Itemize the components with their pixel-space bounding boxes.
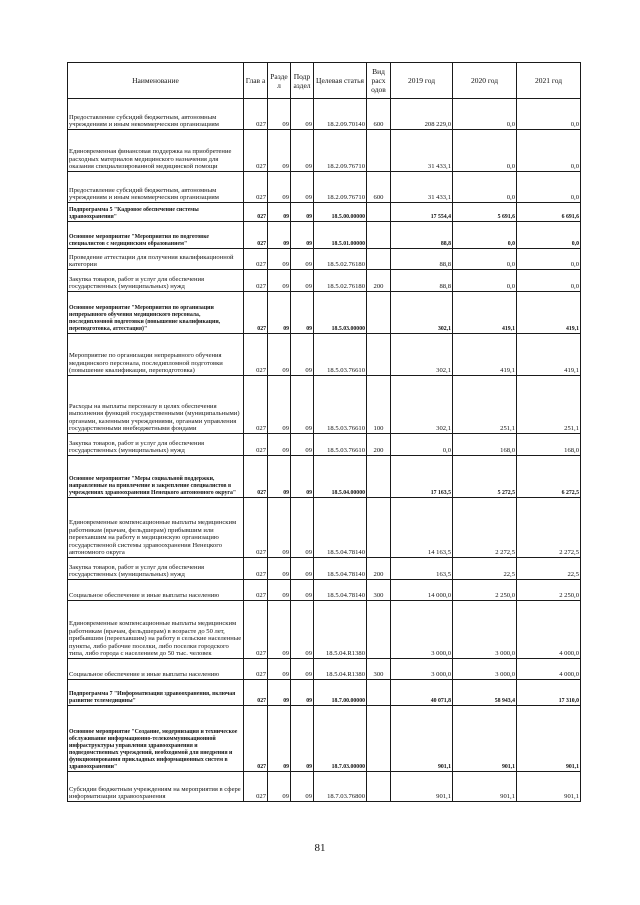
- cell-name: Закупка товаров, работ и услуг для обеспечения государственных (муниципальных) нужд: [68, 558, 244, 580]
- cell-vid: [367, 249, 391, 270]
- cell-podrazdel: 09: [291, 706, 314, 772]
- cell-2019: 901,1: [391, 772, 453, 802]
- cell-vid: [367, 292, 391, 334]
- cell-2021: 901,1: [517, 772, 581, 802]
- cell-name: Основное мероприятие "Создание, модернизация и техническое обслуживание информационно-телекоммуникационной инфраструктуры управления здравоохранения и подведомственных учреждений, необходимой для внедрения и функционирования прикладных информационных систем в здравоохранении": [68, 706, 244, 772]
- cell-razdel: 09: [268, 772, 291, 802]
- cell-razdel: 09: [268, 601, 291, 659]
- cell-2021: 22,5: [517, 558, 581, 580]
- cell-vid: [367, 680, 391, 706]
- table-row: [68, 456, 581, 498]
- page-number: 81: [314, 842, 326, 854]
- cell-2020: 3 000,0: [453, 659, 517, 680]
- cell-2021: 0,0: [517, 249, 581, 270]
- cell-razdel: 09: [268, 203, 291, 222]
- cell-2019: 302,1: [391, 334, 453, 376]
- cell-vid: 100: [367, 376, 391, 434]
- cell-2019: 302,1: [391, 292, 453, 334]
- cell-razdel: 09: [268, 99, 291, 130]
- cell-name: Предоставление субсидий бюджетным, автономным учреждениям и иным некоммерческим организациям: [68, 99, 244, 130]
- cell-2019: 17 554,4: [391, 203, 453, 222]
- cell-glava: 027: [244, 222, 268, 249]
- cell-target: 18.5.00.00000: [314, 203, 367, 222]
- cell-name: Расходы на выплаты персоналу в целях обеспечения выполнения функций государственными (муниципальными) органами, казенными учреждениями, органами управления государственными внебюджетными фондами: [68, 376, 244, 434]
- cell-podrazdel: 09: [291, 558, 314, 580]
- cell-2020: 22,5: [453, 558, 517, 580]
- cell-target: 18.5.04.R1380: [314, 659, 367, 680]
- cell-target: 18.5.03.76610: [314, 376, 367, 434]
- cell-podrazdel: 09: [291, 249, 314, 270]
- cell-2020: 901,1: [453, 772, 517, 802]
- cell-2021: 0,0: [517, 222, 581, 249]
- cell-vid: [367, 601, 391, 659]
- cell-glava: 027: [244, 659, 268, 680]
- table-row: [68, 270, 581, 292]
- cell-razdel: 09: [268, 292, 291, 334]
- cell-glava: 027: [244, 249, 268, 270]
- cell-podrazdel: 09: [291, 130, 314, 172]
- cell-glava: 027: [244, 270, 268, 292]
- cell-2020: 0,0: [453, 270, 517, 292]
- cell-target: 18.5.04.78140: [314, 558, 367, 580]
- header-razdel: Разде л: [268, 63, 291, 99]
- cell-glava: 027: [244, 172, 268, 203]
- cell-2020: 419,1: [453, 334, 517, 376]
- cell-target: 18.2.09.76710: [314, 130, 367, 172]
- cell-glava: 027: [244, 203, 268, 222]
- table-row: [68, 203, 581, 222]
- cell-target: 18.7.03.00000: [314, 706, 367, 772]
- cell-2019: 88,8: [391, 222, 453, 249]
- cell-name: Основное мероприятие "Мероприятия по подготовке специалистов с медицинским образованием": [68, 222, 244, 249]
- table-row: [68, 334, 581, 376]
- table-row: [68, 130, 581, 172]
- cell-razdel: 09: [268, 376, 291, 434]
- cell-glava: 027: [244, 99, 268, 130]
- cell-target: 18.5.04.78140: [314, 498, 367, 558]
- cell-2019: 31 433,1: [391, 172, 453, 203]
- table-row: [68, 772, 581, 802]
- cell-2020: 2 250,0: [453, 580, 517, 601]
- cell-2019: 3 000,0: [391, 659, 453, 680]
- cell-2021: 2 272,5: [517, 498, 581, 558]
- cell-razdel: 09: [268, 659, 291, 680]
- cell-razdel: 09: [268, 558, 291, 580]
- cell-vid: [367, 222, 391, 249]
- table-row: [68, 99, 581, 130]
- cell-2020: 419,1: [453, 292, 517, 334]
- header-row: [68, 63, 581, 99]
- cell-2020: 58 943,4: [453, 680, 517, 706]
- cell-2021: 4 000,0: [517, 659, 581, 680]
- table-row: [68, 292, 581, 334]
- cell-vid: [367, 706, 391, 772]
- cell-2019: 88,8: [391, 270, 453, 292]
- cell-vid: [367, 203, 391, 222]
- table-row: [68, 680, 581, 706]
- cell-vid: [367, 334, 391, 376]
- cell-podrazdel: 09: [291, 334, 314, 376]
- cell-2021: 6 691,6: [517, 203, 581, 222]
- cell-target: 18.5.04.R1380: [314, 601, 367, 659]
- cell-2021: 0,0: [517, 172, 581, 203]
- cell-2020: 0,0: [453, 249, 517, 270]
- cell-2020: 5 691,6: [453, 203, 517, 222]
- cell-name: Социальное обеспечение и иные выплаты населению: [68, 580, 244, 601]
- cell-2021: 2 250,0: [517, 580, 581, 601]
- cell-vid: 300: [367, 659, 391, 680]
- table-row: [68, 222, 581, 249]
- cell-glava: 027: [244, 706, 268, 772]
- cell-name: Подпрограмма 7 "Информатизация здравоохранения, включая развитие телемедицины": [68, 680, 244, 706]
- cell-target: 18.5.02.76180: [314, 270, 367, 292]
- header-vid: Вид расх одов: [367, 63, 391, 99]
- header-2019: 2019 год: [391, 63, 453, 99]
- table-row: [68, 580, 581, 601]
- cell-vid: 200: [367, 270, 391, 292]
- cell-2020: 0,0: [453, 222, 517, 249]
- cell-target: 18.5.04.78140: [314, 580, 367, 601]
- cell-name: Закупка товаров, работ и услуг для обеспечения государственных (муниципальных) нужд: [68, 434, 244, 456]
- cell-glava: 027: [244, 292, 268, 334]
- cell-name: Основное мероприятие "Меры социальной поддержки, направленные на привлечение и закрепление специалистов в учреждениях здравоохранения Ненецкого автономного округа": [68, 456, 244, 498]
- cell-name: Предоставление субсидий бюджетным, автономным учреждениям и иным некоммерческим организациям: [68, 172, 244, 203]
- cell-vid: [367, 498, 391, 558]
- cell-2020: 3 000,0: [453, 601, 517, 659]
- cell-glava: 027: [244, 680, 268, 706]
- header-glava: Глав а: [244, 63, 268, 99]
- cell-vid: [367, 456, 391, 498]
- cell-razdel: 09: [268, 580, 291, 601]
- cell-target: 18.7.03.76800: [314, 772, 367, 802]
- cell-razdel: 09: [268, 680, 291, 706]
- cell-razdel: 09: [268, 498, 291, 558]
- cell-2020: 0,0: [453, 172, 517, 203]
- cell-target: 18.5.02.76180: [314, 249, 367, 270]
- cell-podrazdel: 09: [291, 434, 314, 456]
- cell-glava: 027: [244, 334, 268, 376]
- header-podrazdel: Подр аздел: [291, 63, 314, 99]
- cell-name: Проведение аттестации для получения квалификационной категории: [68, 249, 244, 270]
- cell-podrazdel: 09: [291, 222, 314, 249]
- cell-glava: 027: [244, 456, 268, 498]
- cell-2020: 251,1: [453, 376, 517, 434]
- cell-glava: 027: [244, 601, 268, 659]
- cell-2019: 208 229,0: [391, 99, 453, 130]
- cell-2021: 0,0: [517, 130, 581, 172]
- cell-glava: 027: [244, 580, 268, 601]
- cell-podrazdel: 09: [291, 292, 314, 334]
- cell-razdel: 09: [268, 270, 291, 292]
- cell-podrazdel: 09: [291, 270, 314, 292]
- cell-2021: 6 272,5: [517, 456, 581, 498]
- cell-podrazdel: 09: [291, 172, 314, 203]
- cell-2020: 0,0: [453, 130, 517, 172]
- table-row: [68, 659, 581, 680]
- cell-2021: 901,1: [517, 706, 581, 772]
- cell-razdel: 09: [268, 222, 291, 249]
- cell-glava: 027: [244, 772, 268, 802]
- cell-glava: 027: [244, 376, 268, 434]
- cell-2019: 40 071,8: [391, 680, 453, 706]
- cell-name: Закупка товаров, работ и услуг для обеспечения государственных (муниципальных) нужд: [68, 270, 244, 292]
- table-row: [68, 498, 581, 558]
- table-row: [68, 172, 581, 203]
- table-row: [68, 434, 581, 456]
- cell-podrazdel: 09: [291, 659, 314, 680]
- header-2021: 2021 год: [517, 63, 581, 99]
- cell-vid: 200: [367, 434, 391, 456]
- cell-2019: 14 000,0: [391, 580, 453, 601]
- budget-table: [67, 62, 581, 802]
- cell-2019: 17 163,5: [391, 456, 453, 498]
- cell-podrazdel: 09: [291, 772, 314, 802]
- cell-glava: 027: [244, 558, 268, 580]
- cell-2019: 901,1: [391, 706, 453, 772]
- cell-name: Единовременная финансовая поддержка на приобретение расходных материалов медицинского назначения для оказания специализированной медицинской помощи: [68, 130, 244, 172]
- header-target: Целевая статья: [314, 63, 367, 99]
- cell-target: 18.5.01.00000: [314, 222, 367, 249]
- cell-podrazdel: 09: [291, 376, 314, 434]
- table-row: [68, 376, 581, 434]
- cell-2021: 0,0: [517, 99, 581, 130]
- table-row: [68, 706, 581, 772]
- cell-vid: [367, 772, 391, 802]
- cell-2020: 5 272,5: [453, 456, 517, 498]
- cell-podrazdel: 09: [291, 580, 314, 601]
- cell-2021: 4 000,0: [517, 601, 581, 659]
- cell-2020: 2 272,5: [453, 498, 517, 558]
- cell-vid: 600: [367, 172, 391, 203]
- cell-glava: 027: [244, 434, 268, 456]
- cell-razdel: 09: [268, 334, 291, 376]
- cell-2020: 0,0: [453, 99, 517, 130]
- cell-razdel: 09: [268, 172, 291, 203]
- cell-2019: 0,0: [391, 434, 453, 456]
- header-name: Наименование: [68, 63, 244, 99]
- cell-target: 18.5.04.00000: [314, 456, 367, 498]
- cell-vid: 300: [367, 580, 391, 601]
- cell-2021: 419,1: [517, 334, 581, 376]
- cell-2019: 163,5: [391, 558, 453, 580]
- cell-target: 18.5.03.76610: [314, 334, 367, 376]
- cell-razdel: 09: [268, 456, 291, 498]
- cell-glava: 027: [244, 498, 268, 558]
- cell-target: 18.2.09.76710: [314, 172, 367, 203]
- cell-podrazdel: 09: [291, 99, 314, 130]
- cell-name: Социальное обеспечение и иные выплаты населению: [68, 659, 244, 680]
- cell-podrazdel: 09: [291, 203, 314, 222]
- cell-razdel: 09: [268, 130, 291, 172]
- table-row: [68, 249, 581, 270]
- cell-podrazdel: 09: [291, 498, 314, 558]
- cell-target: 18.7.00.00000: [314, 680, 367, 706]
- cell-podrazdel: 09: [291, 680, 314, 706]
- cell-2021: 17 310,0: [517, 680, 581, 706]
- table-body: [68, 99, 581, 802]
- cell-name: Мероприятие по организации непрерывного обучения медицинского персонала, последипломной подготовки (повышение квалификации, переподготовка): [68, 334, 244, 376]
- header-2020: 2020 год: [453, 63, 517, 99]
- cell-target: 18.5.03.76610: [314, 434, 367, 456]
- cell-podrazdel: 09: [291, 601, 314, 659]
- cell-2019: 31 433,1: [391, 130, 453, 172]
- cell-vid: [367, 130, 391, 172]
- cell-2019: 88,8: [391, 249, 453, 270]
- cell-2020: 168,0: [453, 434, 517, 456]
- cell-2020: 901,1: [453, 706, 517, 772]
- cell-podrazdel: 09: [291, 456, 314, 498]
- cell-name: Подпрограмма 5 "Кадровое обеспечение системы здравоохранения": [68, 203, 244, 222]
- cell-2019: 3 000,0: [391, 601, 453, 659]
- cell-razdel: 09: [268, 249, 291, 270]
- cell-2021: 251,1: [517, 376, 581, 434]
- table-row: [68, 558, 581, 580]
- cell-vid: 200: [367, 558, 391, 580]
- cell-name: Единовременные компенсационные выплаты медицинским работникам (врачам, фельдшерам) в возрасте до 50 лет, прибывшим (переехавшим) на работу в сельские населенные пункты, либо рабочие поселки, либо поселки городского типа, либо города с населением до 50 тыс. человек: [68, 601, 244, 659]
- cell-name: Основное мероприятие "Мероприятия по организации непрерывного обучения медицинского персонала, последипломной подготовки (повышение квалификации, переподготовка, аттестация)": [68, 292, 244, 334]
- table-row: [68, 601, 581, 659]
- cell-2021: 168,0: [517, 434, 581, 456]
- cell-razdel: 09: [268, 706, 291, 772]
- cell-name: Субсидии бюджетным учреждениям на мероприятия в сфере информатизации здравоохранения: [68, 772, 244, 802]
- cell-2021: 0,0: [517, 270, 581, 292]
- cell-glava: 027: [244, 130, 268, 172]
- cell-target: 18.2.09.70140: [314, 99, 367, 130]
- cell-razdel: 09: [268, 434, 291, 456]
- cell-name: Единовременные компенсационные выплаты медицинским работникам (врачам, фельдшерам) прибывшим или переехавшим на работу в медицинскую организацию государственной системы здравоохранения Ненецкого автономного округа: [68, 498, 244, 558]
- cell-2021: 419,1: [517, 292, 581, 334]
- cell-target: 18.5.03.00000: [314, 292, 367, 334]
- cell-2019: 302,1: [391, 376, 453, 434]
- cell-2019: 14 163,5: [391, 498, 453, 558]
- cell-vid: 600: [367, 99, 391, 130]
